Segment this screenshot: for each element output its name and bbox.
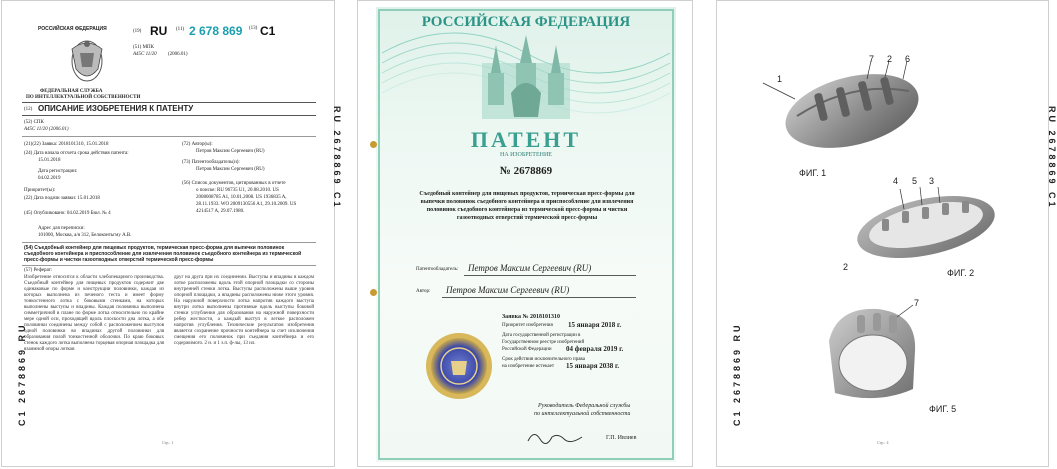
priority-label: Приоритет изобретения <box>502 323 553 328</box>
vertical-number-right: RU 2678869 C1 <box>1047 106 1057 210</box>
holder-label: (73) Патентообладатель(и): <box>182 160 240 165</box>
official-seal-icon <box>424 331 494 401</box>
patent-word: ПАТЕНТ <box>470 127 582 152</box>
term-start-value: 15.01.2018 <box>38 158 61 163</box>
divider <box>22 136 316 137</box>
address-label: Адрес для переписки: <box>38 226 85 231</box>
expiry-value: 15 января 2038 г. <box>566 362 620 370</box>
agency-line2: ПО ИНТЕЛЛЕКТУАЛЬНОЙ СОБСТВЕННОСТИ <box>26 95 141 100</box>
abstract-column-right: друг на друга при их соединении. Выступы и впадины в каждом лотке расположены вдоль этой опорной площадки со стороны внутренней стенки лотка. Выступы расположены выше уровня опорной площадки, а впадины расположены ниже этого уровня. На наружной поверхности лотка напротив каждого выступа внутри лотка выполнены противные вдоль выступы боковой стенки углубления для образования на наружной поверхности ребер жесткости, а каждый выступ в легкое расположен напротив углубления. Технические результатом изобретения является сохранение прочности контейнера за счет исключения смещения его половинок при съедания контейнера и его содержимого. 2 н. и 1 з.п. ф-лы, 13 ил. <box>174 275 314 346</box>
expiry-label: на изобретение истекает <box>502 364 555 369</box>
divider <box>22 265 316 266</box>
registration-line: Дата государственной регистрации в <box>502 333 581 338</box>
priority-label: Приоритет(ы): <box>24 188 56 193</box>
kind-code: C1 <box>260 24 276 38</box>
cited-docs-line: 28.11.1933. WO 2009130556 A1, 29.10.2009. US <box>196 202 297 207</box>
fig1-label-2: 2 <box>887 54 893 64</box>
fig1-label-7: 7 <box>869 54 875 64</box>
inid-code-19: (19) <box>133 29 142 34</box>
invention-title: (54) Съедобный контейнер для пищевых продуктов, термическая пресс-форма для выпечки половинок съедобного контейнера и приспособление для извлечения половинок съедобного контейнера из термической пресс-формы и чистки газоотводных отверстий термической пресс-формы <box>24 245 302 263</box>
mpk-code: (51) МПК <box>133 45 154 50</box>
fig2-caption: ФИГ. 2 <box>947 268 975 278</box>
inid-code-11: (11) <box>176 27 185 32</box>
cited-docs-line: 2008008785 A1, 10.01.2008. US 1936835 A, <box>196 195 287 200</box>
registration-label: Российской Федерации <box>502 347 552 352</box>
fig2-label-3: 3 <box>929 176 935 186</box>
certificate-subtitle: НА ИЗОБРЕТЕНИЕ <box>500 152 552 158</box>
page-footer: Стр.: 1 <box>162 440 174 445</box>
certificate <box>376 7 676 462</box>
filing-date: (22) Дата подачи заявки: 15.01.2018 <box>24 196 100 201</box>
fig2-label-5: 5 <box>912 176 918 186</box>
registration-line: Государственном реестре изобретений <box>502 340 585 345</box>
country-code: RU <box>150 24 168 38</box>
patent-drawings-page <box>716 0 1057 467</box>
binding-ring <box>370 141 377 148</box>
underline <box>442 297 636 298</box>
fig1-label-1: 1 <box>777 74 783 84</box>
cited-docs-line: 4214517 A, 29.07.1980. <box>196 209 245 214</box>
registration-value: 04 февраля 2019 г. <box>566 345 624 353</box>
priority-value: 15 января 2018 г. <box>568 321 622 329</box>
certificate-header: РОССИЙСКАЯ ФЕДЕРАЦИЯ <box>421 14 631 30</box>
kremlin-illustration <box>476 33 576 125</box>
figure-2-drawing <box>842 181 1007 266</box>
patent-description-page <box>1 0 342 467</box>
divider <box>22 242 316 243</box>
application-field: (21)(22) Заявка: 2018101310, 15.01.2018 <box>24 142 109 147</box>
fig1-label-6: 6 <box>905 54 911 64</box>
holder-value: Петров Максим Сергеевич (RU) <box>196 167 265 172</box>
signer-title-line1: Руководитель Федеральной службы <box>538 403 631 409</box>
certificate-number: № 2678869 <box>499 165 553 177</box>
authors-value: Петров Максим Сергеевич (RU) <box>196 149 265 154</box>
registration-value: 04.02.2019 <box>38 176 61 181</box>
abstract-column-left: Изобретение относится к области хлебопекарного производства. Съедобный контейнер для пищевых продуктов содержит две одинаковые по форме и конструкции половинки, каждая из которых выполнена из печеного теста и имеет форму тонкостенного лотка с боковыми стенками, на которых выполнены выступы и впадины. Каждая половинка выполнена симметричной в плане по форме лотка относительно по крайне мере одной оси, проходящей вдоль плоскости дна лотка, а обе половинки соединены между собой с расположением выступов одной половинки во впадинах другой половинки для образования полой тонкостенной оболочки. По краю боковых стенок каждого лотка выполнена торцевая опорная площадка для взаимной опоры лотков <box>24 275 164 352</box>
spk-code: (52) СПК <box>24 120 44 125</box>
divider <box>22 102 316 103</box>
doc-code: (12) <box>24 107 33 112</box>
signer-title-line2: по интеллектуальной собственности <box>534 411 631 417</box>
divider <box>22 115 316 116</box>
mpk-class: A45C 11/20 <box>133 52 157 57</box>
authors-label: (72) Автор(ы): <box>182 142 213 147</box>
holder-label: Патентообладатель: <box>416 267 459 272</box>
term-start-label: (24) Дата начала отсчета срока действия патента: <box>24 151 129 156</box>
fig1-caption: ФИГ. 1 <box>799 168 827 178</box>
agency-line1: ФЕДЕРАЛЬНАЯ СЛУЖБА <box>40 89 103 94</box>
cited-docs-label: (56) Список документов, цитированных в отчете <box>182 181 286 186</box>
cited-docs-line: о поиске: RU 96735 U1, 20.08.2010. US <box>196 188 279 193</box>
page-footer: Стр.: 4 <box>877 440 889 445</box>
russian-emblem-icon <box>50 35 124 87</box>
vertical-number-right: RU 2678869 C1 <box>332 106 342 210</box>
address-value: 101000, Москва, а/я 312, Белоконтьгму А.В. <box>38 233 132 238</box>
binding-ring <box>370 289 377 296</box>
fig2-label-4: 4 <box>893 176 899 186</box>
figure-5-drawing <box>817 298 927 406</box>
country-label: РОССИЙСКАЯ ФЕДЕРАЦИЯ <box>38 26 107 32</box>
signer-name: Г.П. Ивлиев <box>606 435 637 441</box>
author-value: Петров Максим Сергеевич (RU) <box>446 285 570 295</box>
patent-number: 2 678 869 <box>189 24 243 38</box>
fig5-caption: ФИГ. 5 <box>929 404 957 414</box>
patent-certificate-page <box>357 0 693 467</box>
figure-1-drawing <box>757 51 927 161</box>
author-label: Автор: <box>416 289 431 294</box>
mpk-year: (2006.01) <box>168 52 188 57</box>
inid-code-13: (13) <box>249 26 258 31</box>
doc-title: ОПИСАНИЕ ИЗОБРЕТЕНИЯ К ПАТЕНТУ <box>38 104 194 113</box>
application-number: Заявка № 2018101310 <box>502 314 561 320</box>
abstract-label: (57) Реферат: <box>24 268 53 273</box>
spk-value: A45C 11/20 (2006.01) <box>24 127 69 132</box>
fig2-label-2: 2 <box>843 262 849 272</box>
publication-field: (45) Опубликовано: 04.02.2019 Бюл. № 4 <box>24 211 111 216</box>
vertical-number-left: C1 2678869 RU <box>732 322 742 426</box>
underline <box>464 275 636 276</box>
signature-mark <box>526 427 586 449</box>
holder-value: Петров Максим Сергеевич (RU) <box>468 263 592 273</box>
registration-label: Дата регистрации: <box>38 169 78 174</box>
certificate-title: Съедобный контейнер для пищевых продуктов, термическая пресс-формы для выпечки половинок съедобного контейнера и приспособление для извлечения половинок съедобного контейнера из термической пресс-формы и чистки газоотводных отверстий термической пресс-формы <box>419 191 635 221</box>
vertical-number-left: C1 2678869 RU <box>17 322 27 426</box>
fig5-label-7: 7 <box>914 298 920 308</box>
expiry-line: Срок действия исключительного права <box>502 357 585 362</box>
